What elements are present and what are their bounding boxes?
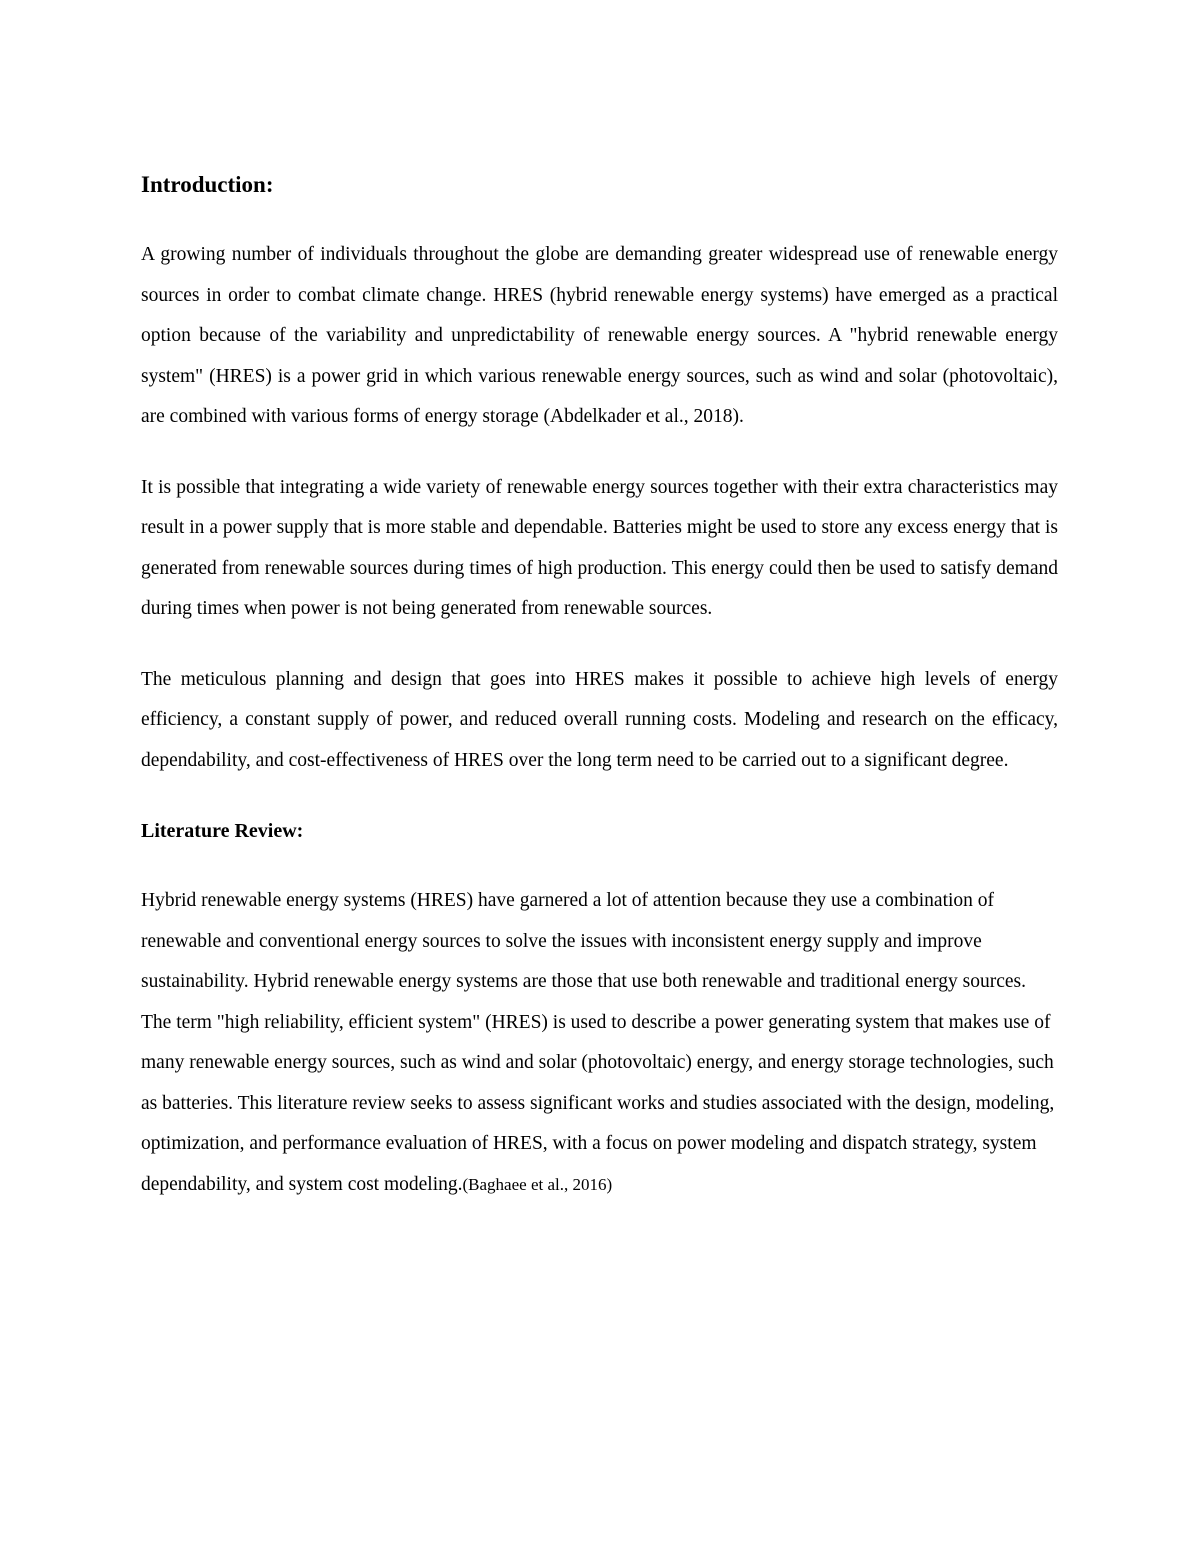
literature-review-heading: Literature Review: (141, 820, 304, 842)
literature-review-text: Hybrid renewable energy systems (HRES) have garnered a lot of attention because they use a combination of renewable and conventional energy sources to solve the issues with inconsistent energy supply and improve sustainability. Hybrid renewable energy systems are those that use both renewable and traditional energy sources. The term "high reliability, efficient system" (HRES) is used to describe a power generating system that makes use of many renewable energy sources, such as wind and solar (photovoltaic) energy, and energy storage technologies, such as batteries. This literature review seeks to assess significant works and studies associated with the design, modeling, optimization, and performance evaluation of HRES, with a focus on power modeling and dispatch strategy, system dependability, and system cost modeling. (141, 890, 1055, 1195)
literature-review-citation: (Baghaee et al., 2016) (462, 1174, 613, 1194)
introduction-paragraph-3: The meticulous planning and design that goes into HRES makes it possible to achieve high levels of energy efficiency, a constant supply of power, and reduced overall running costs. Modeling and research on the efficacy, dependability, and cost-effectiveness of HRES over the long term need to be carried out to a significant degree. (141, 668, 1058, 771)
introduction-paragraph-2: It is possible that integrating a wide variety of renewable energy sources together with their extra characteristics may result in a power supply that is more stable and dependable. Batteries might be used to store any excess energy that is generated from renewable sources during times of high production. This energy could then be used to satisfy demand during times when power is not being generated from renewable sources. (141, 476, 1058, 619)
literature-review-paragraph (141, 881, 1058, 1205)
introduction-heading: Introduction: (141, 172, 274, 197)
introduction-paragraph-1: A growing number of individuals throughout the globe are demanding greater widespread use of renewable energy sources in order to combat climate change. HRES (hybrid renewable energy systems) have emerged as a practical option because of the variability and unpredictability of renewable energy sources. A "hybrid renewable energy system" (HRES) is a power grid in which various renewable energy sources, such as wind and solar (photovoltaic), are combined with various forms of energy storage (Abdelkader et al., 2018). (141, 244, 1058, 427)
document-body (141, 165, 1058, 1235)
